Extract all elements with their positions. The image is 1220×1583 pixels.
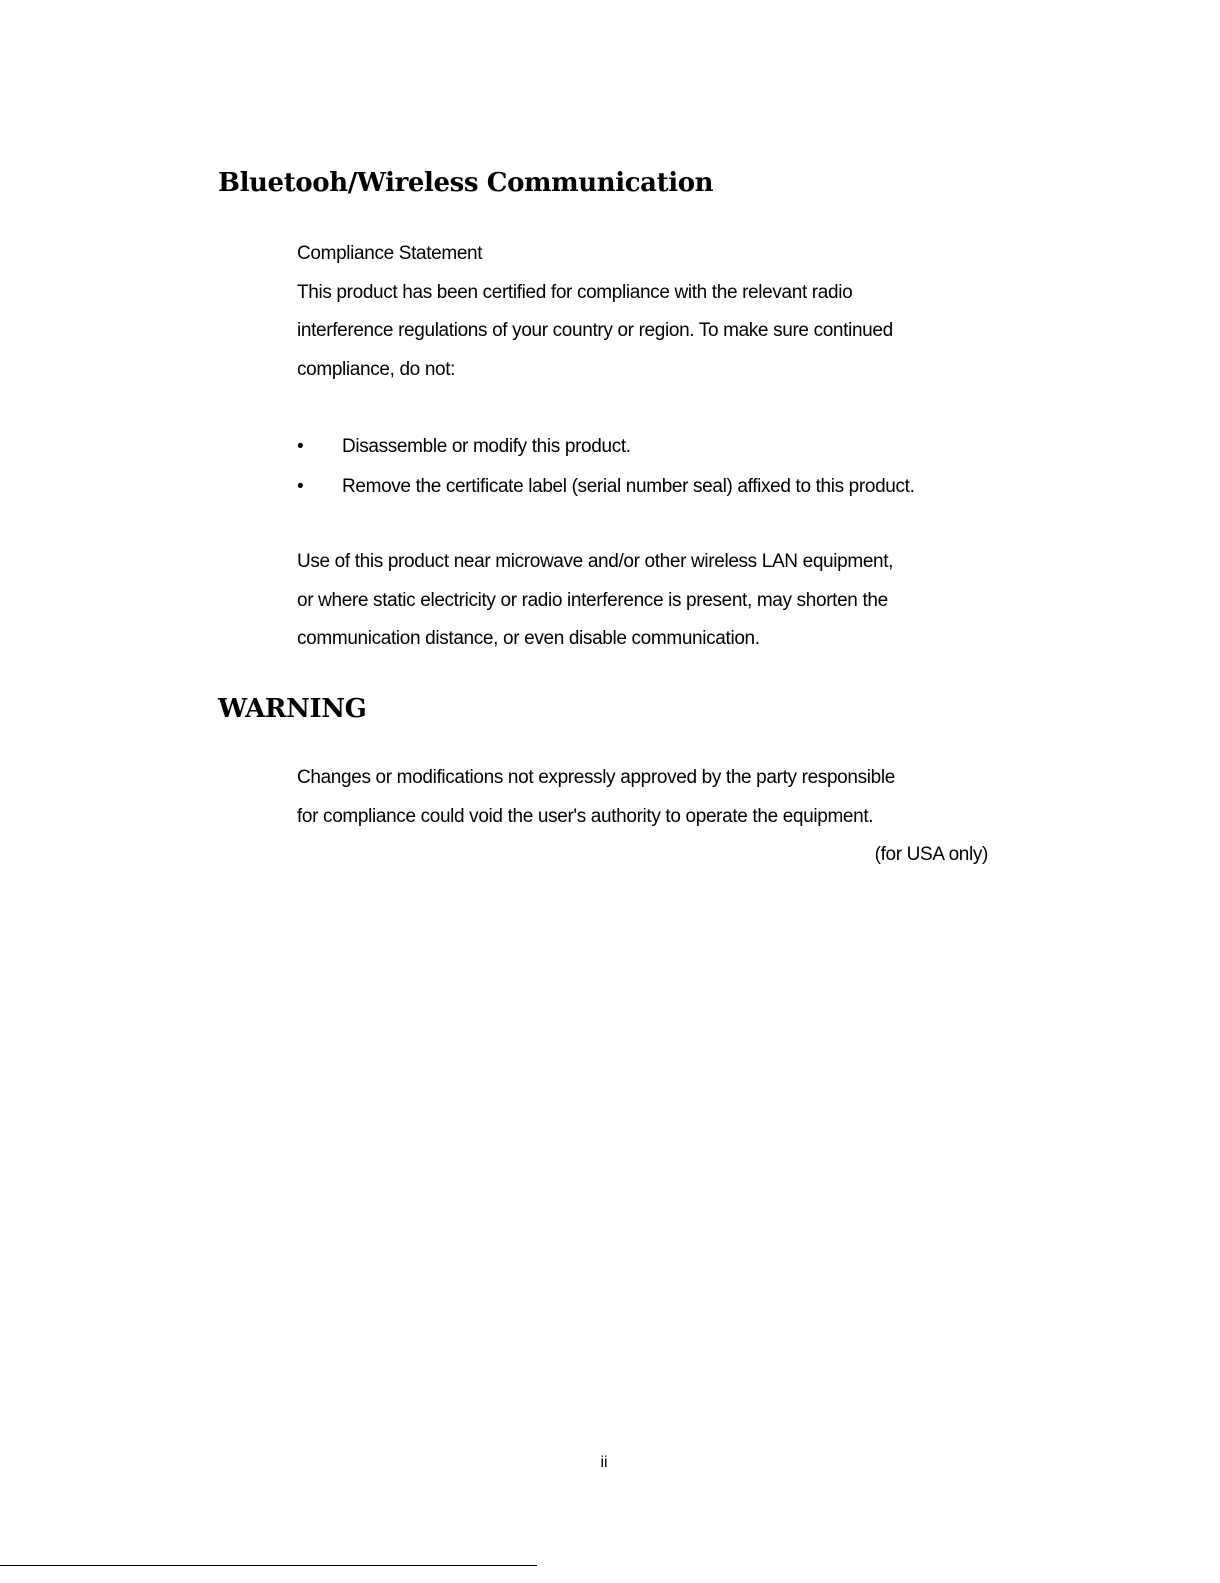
usa-only-note: (for USA only) <box>874 844 988 865</box>
warning-paragraph-line: Changes or modifications not expressly approved by the party responsible <box>297 767 895 788</box>
warning-paragraph-line: for compliance could void the user's authority to operate the equipment. <box>297 806 874 827</box>
paragraph-line: interference regulations of your country or region. To make sure continued <box>297 320 893 341</box>
list-item-text: Remove the certificate label (serial number seal) affixed to this product. <box>342 476 915 497</box>
section-heading-warning: WARNING <box>218 694 367 724</box>
footer-divider <box>0 1565 537 1566</box>
paragraph-line: compliance, do not: <box>297 359 456 380</box>
list-item-text: Disassemble or modify this product. <box>342 436 631 457</box>
bullet-icon: • <box>297 476 304 497</box>
section-heading-bluetooth: Bluetooh/Wireless Communication <box>218 168 714 198</box>
paragraph-line: communication distance, or even disable communication. <box>297 628 760 649</box>
paragraph-line: Use of this product near microwave and/or other wireless LAN equipment, <box>297 551 894 572</box>
paragraph-line: or where static electricity or radio interference is present, may shorten the <box>297 590 888 611</box>
compliance-subheading: Compliance Statement <box>297 243 483 264</box>
bullet-icon: • <box>297 436 304 457</box>
paragraph-line: This product has been certified for compliance with the relevant radio <box>297 282 853 303</box>
page-number: ii <box>600 1454 608 1471</box>
